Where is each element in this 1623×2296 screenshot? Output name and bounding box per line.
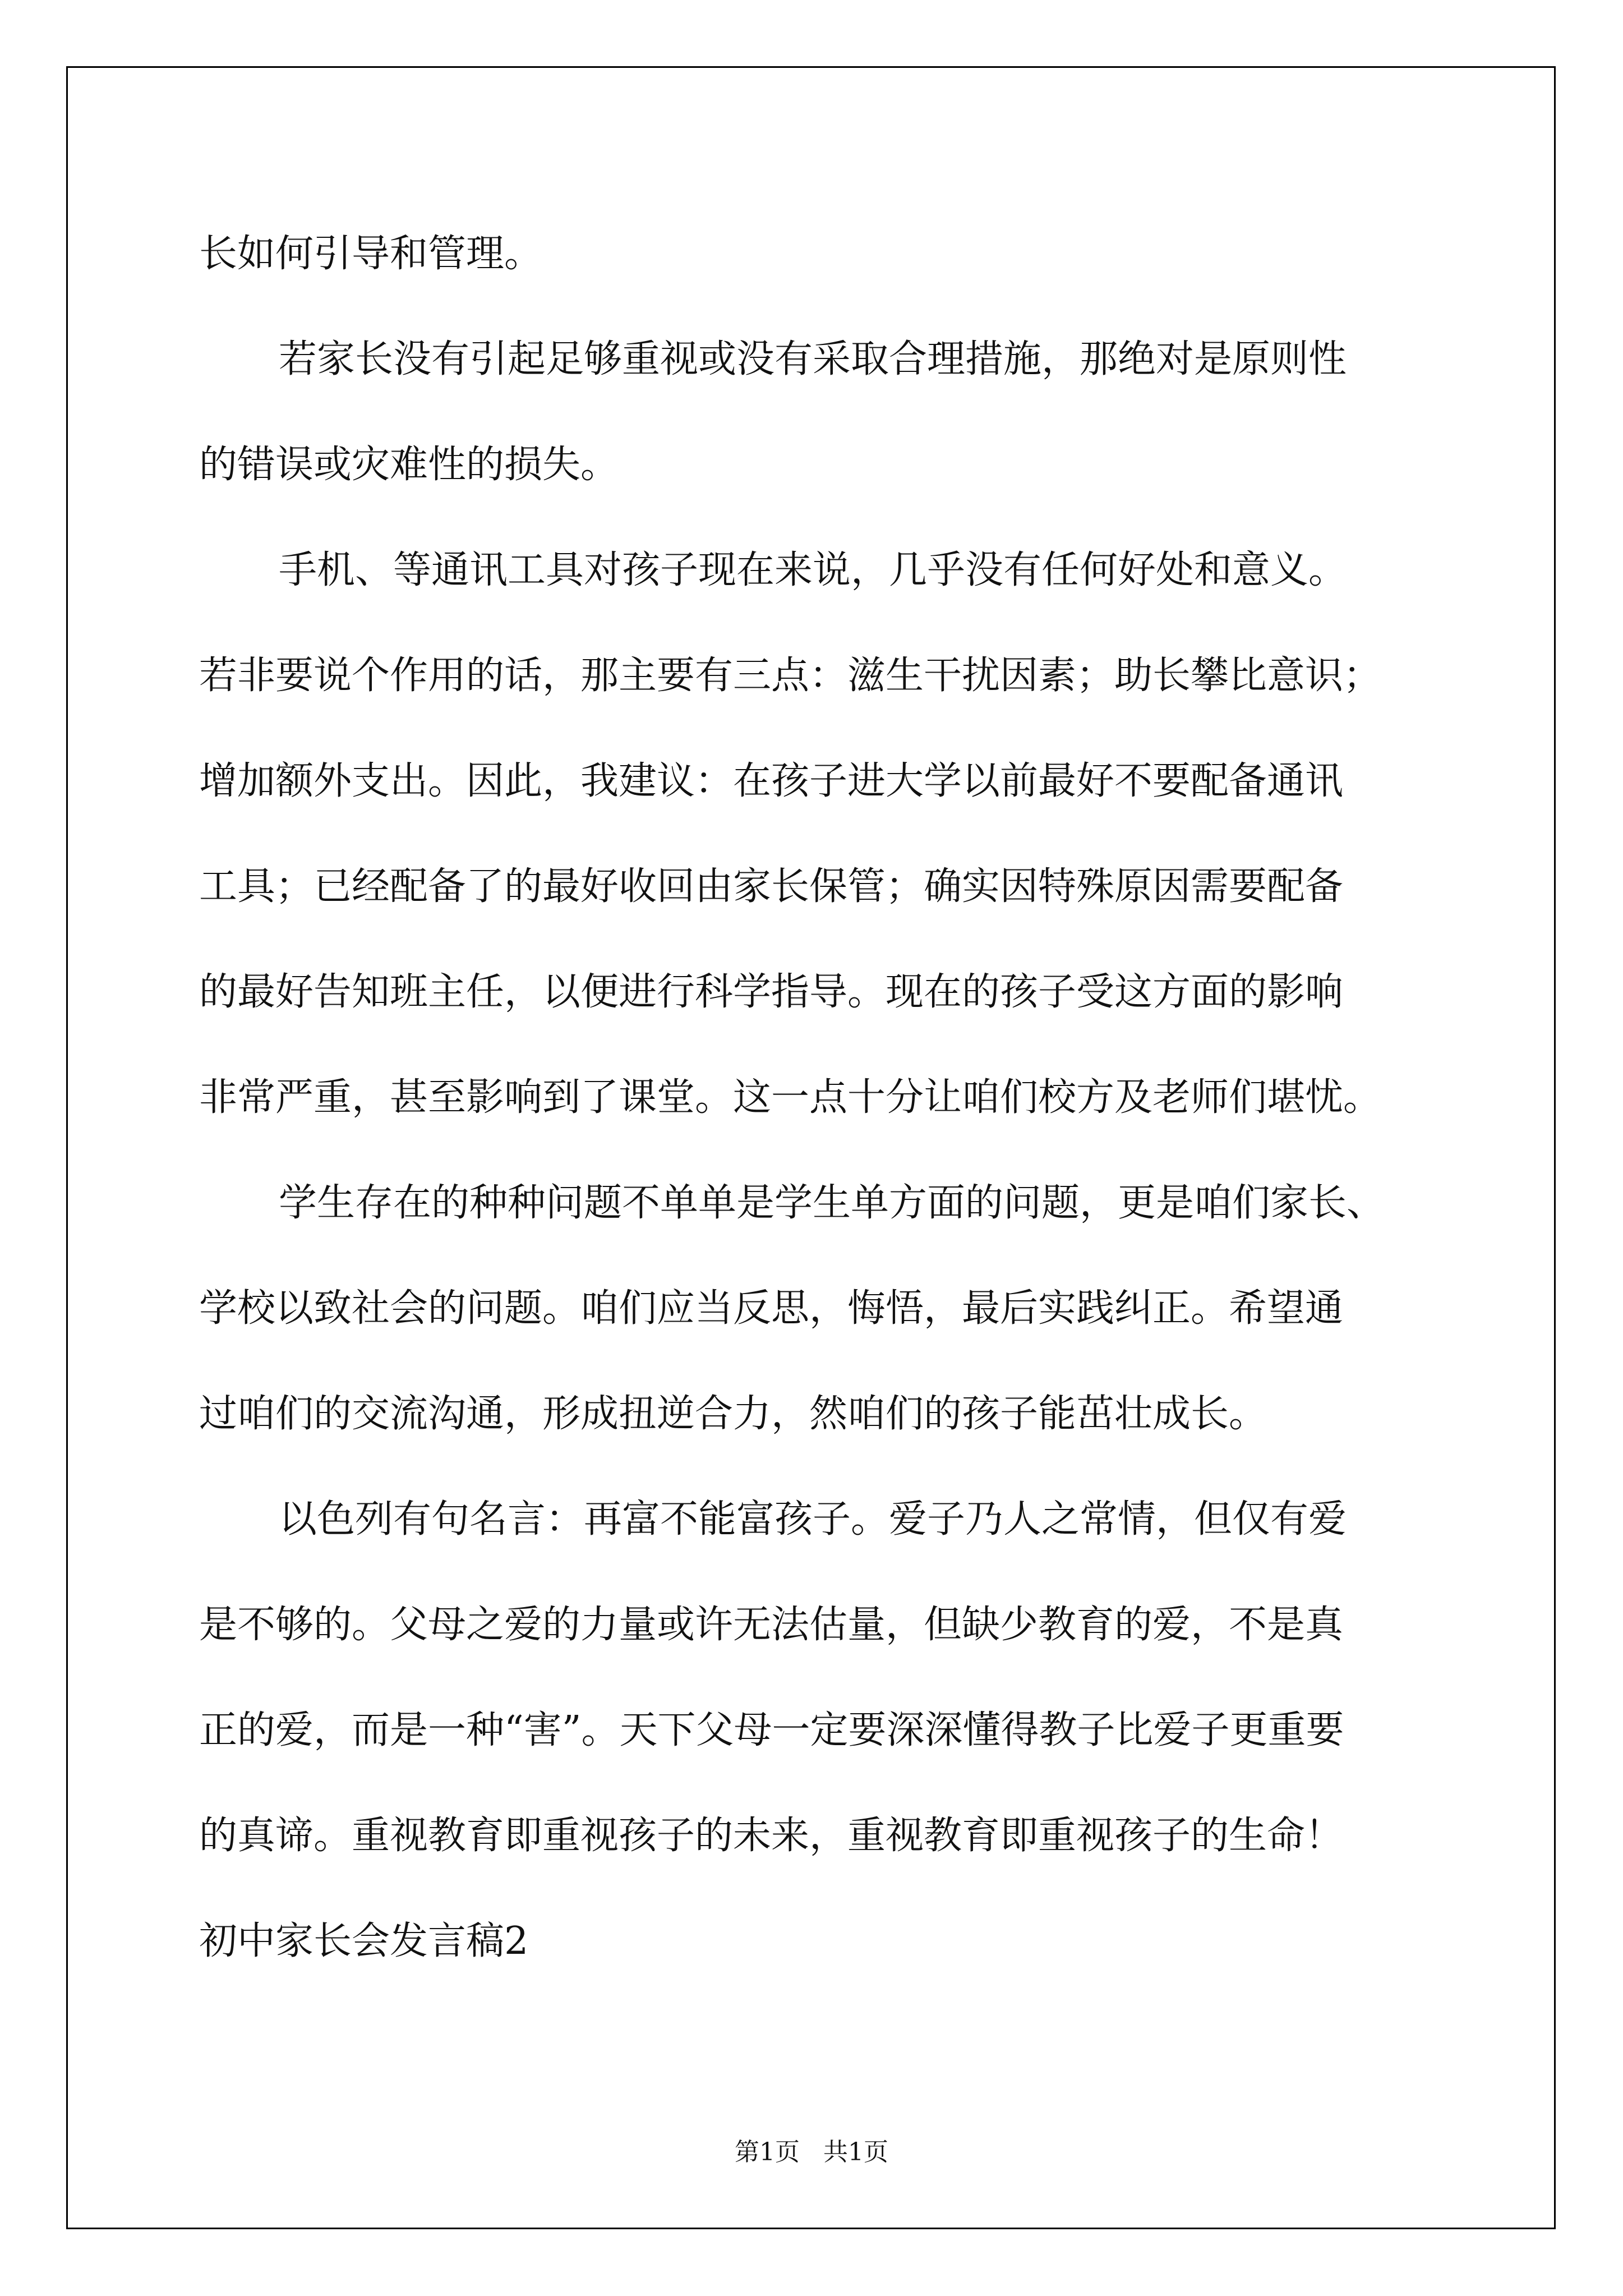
- section-heading: 初中家长会发言稿2: [199, 1919, 529, 1963]
- text-line: 学校以致社会的问题。咱们应当反思，悔悟，最后实践纠正。希望通: [199, 1286, 1344, 1331]
- text-line: 非常严重，甚至影响到了课堂。这一点十分让咱们校方及老师们堪忧。: [199, 1075, 1382, 1120]
- text-line: 以色列有句名言：再富不能富孩子。爱子乃人之常情，但仅有爱: [279, 1497, 1347, 1542]
- text-line: 工具；已经配备了的最好收回由家长保管；确实因特殊原因需要配备: [199, 864, 1344, 909]
- text-line: 正的爱，而是一种“害”。天下父母一定要深深懂得教子比爱子更重要: [199, 1708, 1344, 1752]
- page-total: 共1页: [823, 2138, 888, 2166]
- page-footer: [0, 2132, 1623, 2168]
- text-line: 的真谛。重视教育即重视孩子的未来，重视教育即重视孩子的生命！: [199, 1814, 1344, 1858]
- text-line: 长如何引导和管理。: [199, 232, 543, 276]
- text-line: 手机、等通讯工具对孩子现在来说，几乎没有任何好处和意义。: [279, 548, 1347, 592]
- page-border: [66, 66, 1556, 2229]
- text-line: 过咱们的交流沟通，形成扭逆合力，然咱们的孩子能茁壮成长。: [199, 1392, 1267, 1436]
- text-line: 若家长没有引起足够重视或没有采取合理措施，那绝对是原则性: [279, 337, 1347, 381]
- page-number: 第1页: [735, 2138, 800, 2166]
- text-line: 学生存在的种种问题不单单是学生单方面的问题，更是咱们家长、: [279, 1181, 1385, 1225]
- text-line: 是不够的。父母之爱的力量或许无法估量，但缺少教育的爱，不是真: [199, 1603, 1344, 1647]
- text-line: 的错误或灾难性的损失。: [199, 443, 619, 487]
- text-line: 增加额外支出。因此，我建议：在孩子进大学以前最好不要配备通讯: [199, 759, 1344, 803]
- text-line: 的最好告知班主任，以便进行科学指导。现在的孩子受这方面的影响: [199, 970, 1344, 1014]
- text-line: 若非要说个作用的话，那主要有三点：滋生干扰因素；助长攀比意识；: [199, 654, 1382, 698]
